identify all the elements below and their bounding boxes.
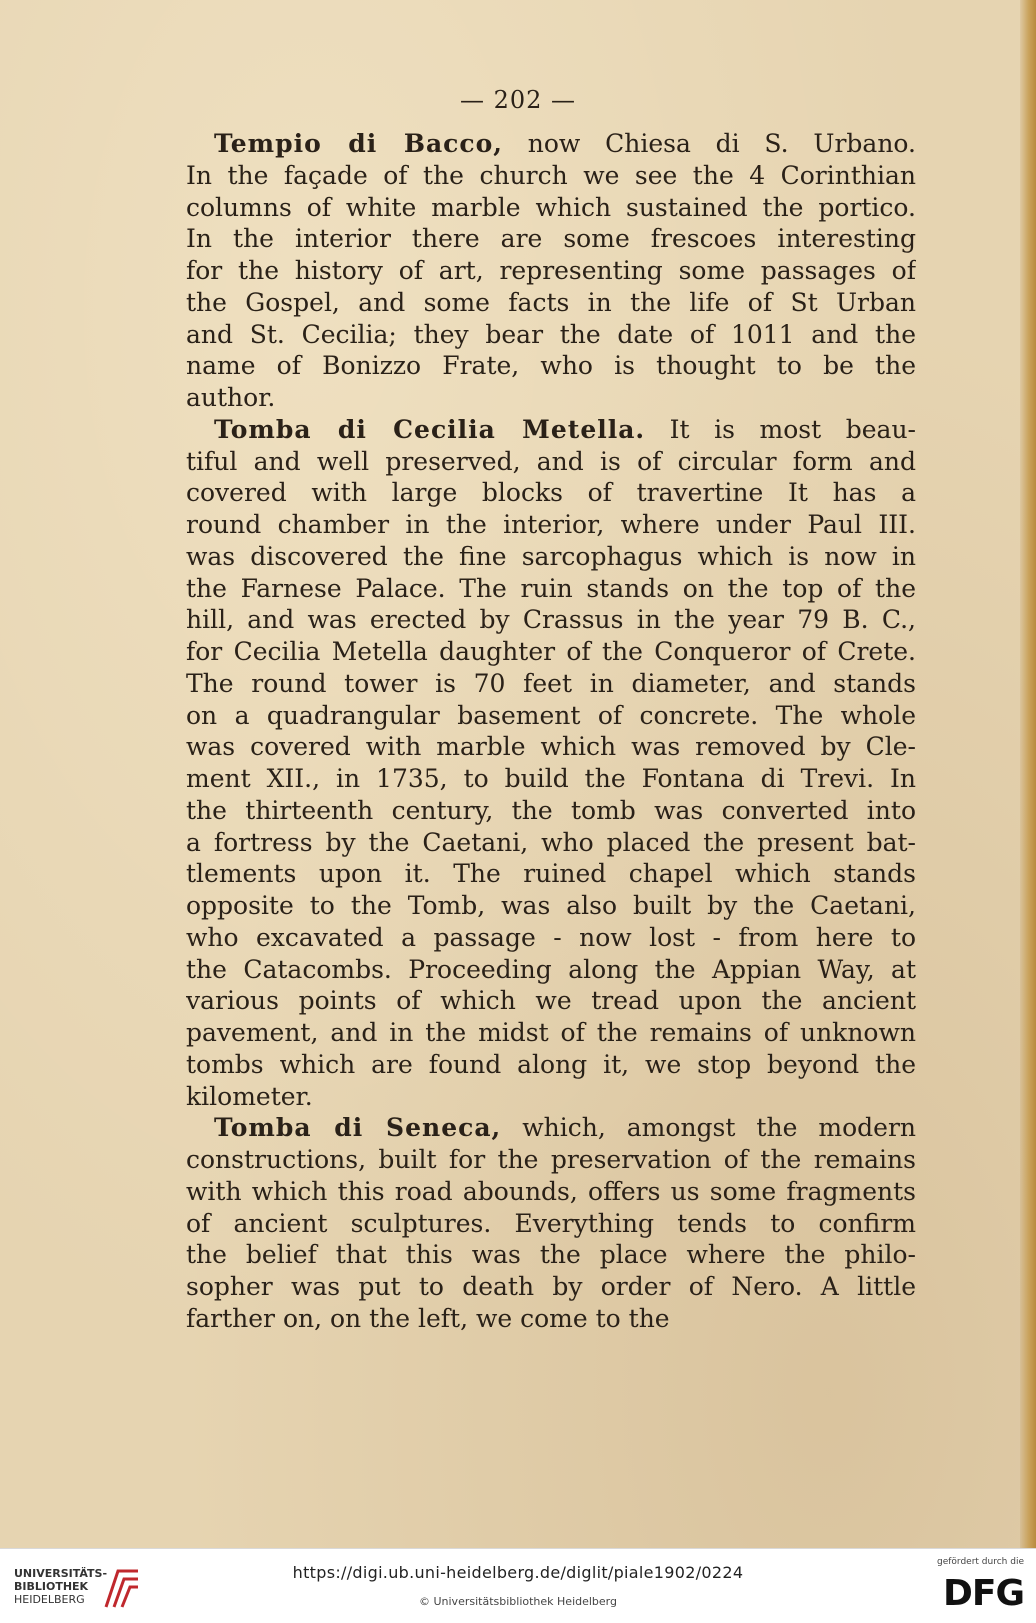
library-name-line1: UNIVERSITÄTS- [14,1567,108,1580]
text-line: name of Bonizzo Frate, who is thought to be the [186,351,916,381]
copyright-notice: © Universitätsbibliothek Heidelberg [418,1595,617,1608]
page-edge [1020,0,1036,1548]
dfg-logo: DFG [942,1573,1024,1614]
text-line: In the interior there are some frescoes interesting [186,224,916,254]
text-line: constructions, built for the preservation of the remains [186,1145,916,1174]
text-line [214,1112,916,1144]
text-line: who excavated a passage - now lost - from here to [186,922,916,952]
text-line: a fortress by the Caetani, who placed the present bat- [186,827,916,857]
viewer-footer [0,1548,1036,1623]
text-line: for Cecilia Metella daughter of the Conqueror of Crete. [186,637,916,666]
page-number: — 202 — [459,86,577,114]
section-heading: Tempio di Bacco, [214,129,503,158]
section-heading: Tomba di Seneca, [214,1113,502,1143]
text-line [214,128,916,160]
body-text [186,128,916,1335]
heading-line-rest: It is most beau- [645,414,916,444]
text-line: opposite to the Tomb, was also built by the Caetani, [186,891,916,920]
text-line: ment XII., in 1735, to build the Fontana di Trevi. In [186,764,916,793]
text-line: The round tower is 70 feet in diameter, and stands [186,668,916,698]
text-line: kilometer. [186,1081,313,1111]
text-line: and St. Cecilia; they bear the date of 1011 and the [186,319,916,349]
text-line: for the history of art, representing some passages of [186,256,916,285]
text-line: the Gospel, and some facts in the life of St Urban [186,287,916,317]
text-line: the Catacombs. Proceeding along the Appian Way, at [186,954,916,984]
text-line: author. [186,383,276,412]
text-line: covered with large blocks of travertine It has a [186,478,916,508]
text-line: of ancient sculptures. Everything tends to confirm [186,1208,916,1238]
funding-note: gefördert durch die [937,1557,1024,1567]
text-line: In the façade of the church we see the 4 Corinthian [186,160,916,190]
text-line: sopher was put to death by order of Nero. A little [186,1272,916,1301]
section-heading: Tomba di Cecilia Metella. [214,414,646,444]
text-line: was covered with marble which was removed by Cle- [186,732,916,762]
text-line: round chamber in the interior, where under Paul III. [186,510,916,539]
library-name-line3: HEIDELBERG [14,1593,85,1606]
text-line: hill, and was erected by Crassus in the year 79 B. C., [186,605,916,635]
text-line: tiful and well preserved, and is of circular form and [186,446,916,476]
text-line: tlements upon it. The ruined chapel which stands [186,859,916,889]
text-line: tombs which are found along it, we stop beyond the [186,1049,916,1079]
dfg-funding[interactable] [924,1557,1024,1617]
text-line: was discovered the fine sarcophagus which is now in [186,541,916,571]
text-line: the thirteenth century, the tomb was converted into [186,795,916,825]
text-line: the belief that this was the place where the philo- [186,1240,916,1270]
text-line: pavement, and in the midst of the remains of unknown [186,1018,916,1047]
text-line: columns of white marble which sustained the portico. [186,192,916,222]
text-line: with which this road abounds, offers us some fragments [186,1176,916,1206]
library-name-line2: BIBLIOTHEK [14,1580,89,1593]
heading-line-rest: now Chiesa di S. Urbano. [502,129,916,158]
text-line: on a quadrangular basement of concrete. The whole [186,700,916,730]
text-line [214,414,916,446]
text-line: farther on, on the left, we come to the [186,1303,670,1333]
text-line: various points of which we tread upon the ancient [186,986,916,1016]
heading-line-rest: which, amongst the modern [501,1113,916,1143]
permalink-url[interactable]: https://digi.ub.uni-heidelberg.de/diglit/piale1902/0224 [292,1563,744,1582]
text-line: the Farnese Palace. The ruin stands on the top of the [186,573,916,603]
